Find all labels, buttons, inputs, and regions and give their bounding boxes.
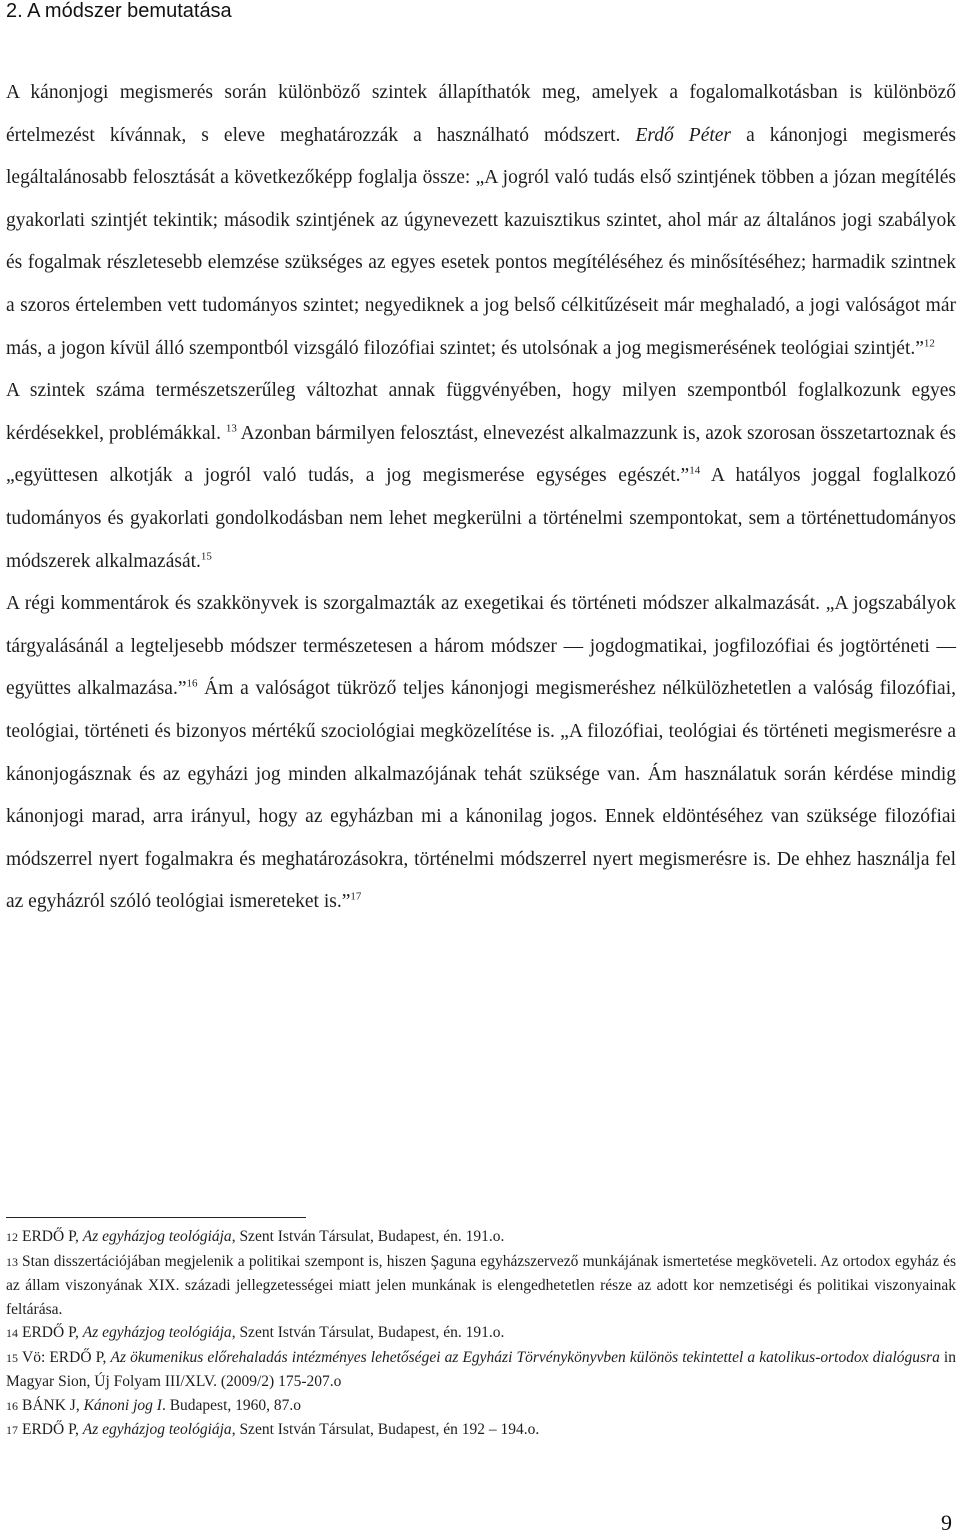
footnote-16: [6, 1394, 956, 1419]
footnote-text: in Magyar Sion, Új Folyam III/XLV. (2009/2) 175-207.o: [6, 1348, 956, 1390]
footnote-text: BÁNK J,: [22, 1396, 84, 1414]
footnote-ref: 15: [200, 550, 212, 563]
footnote-text: , Szent István Társulat, Budapest, én 192 – 194.o.: [231, 1421, 540, 1438]
paragraph-text: Azonban bármilyen felosztást, elnevezést alkalmazzunk is, azok szorosan összetartoznak és „együttesen alkotják a jogról való tudás, a jog megismerése egységes egészét.”: [6, 422, 956, 487]
footnote-text: , Szent István Társulat, Budapest, én. 191.o.: [231, 1324, 505, 1341]
footnote-number: 15: [6, 1350, 18, 1365]
footnote-number: 16: [6, 1398, 18, 1413]
cited-title: Az ökumenikus előrehaladás intézményes lehetőségei az Egyházi Törvénykönyvben különös tekintettel a katolikus-ortodox dialógusra: [110, 1348, 940, 1366]
footnote-ref: 14: [689, 464, 701, 477]
paragraph: [6, 583, 956, 924]
footnote-ref: 12: [923, 337, 935, 350]
footnote-number: 13: [6, 1254, 18, 1269]
footnote-separator: [6, 1217, 306, 1218]
footnote-text: Vö: ERDŐ P,: [22, 1348, 111, 1366]
paragraph-text: A szintek száma természetszerűleg változhat annak függvényében, hogy milyen szempontból foglalkozunk egyes kérdésekkel, problémákkal.: [6, 380, 956, 444]
footnote-text: ERDŐ P,: [22, 1324, 83, 1341]
footnote-text: ERDŐ P,: [22, 1421, 83, 1438]
paragraph-text: A kánonjogi megismerés során különböző szintek állapíthatók meg, amelyek a fogalomalkotásban is különböző értelmezést kívánnak, s eleve meghatározzák a használható módszert.: [6, 82, 956, 146]
footnote-number: 14: [6, 1326, 18, 1340]
paragraph-text: Ám a valóságot tükröző teljes kánonjogi megismeréshez nélkülözhetetlen a valóság filozófiai, teológiai, történeti és bizonyos mértékű szociológiai megközelítése is. „A filozófiai, teológiai és történeti megismerésre a kánonjogásznak és az egyházi jog minden alkalmazójának tehát szüksége van. Ám használatuk során kérdése mindig kánonjogi marad, arra irányul, hogy az egyházban mi a kánonilag jogos. Ennek eldöntéséhez van szüksége filozófiai módszerrel nyert fogalmakra és meghatározásokra, történelmi módszerrel nyert megismerésre is. De ehhez használja fel az egyházról szóló teológiai ismereteket is.”: [6, 678, 956, 913]
cited-title: Az egyházjog teológiája: [82, 1324, 232, 1341]
footnote-13: [6, 1250, 956, 1322]
footnote-ref: 13: [225, 422, 237, 435]
footnote-12: [6, 1225, 956, 1250]
page-number: 9: [941, 1510, 952, 1535]
footnote-14: [6, 1321, 956, 1346]
footnote-text: , Szent István Társulat, Budapest, én. 191.o.: [231, 1228, 505, 1245]
footnote-text: . Budapest, 1960, 87.o: [161, 1396, 302, 1414]
cited-title: Az egyházjog teológiája: [82, 1421, 232, 1438]
footnote-number: 12: [6, 1230, 18, 1244]
paragraph-text: A hatályos joggal foglalkozó tudományos és gyakorlati gondolkodásban nem lehet megkerülni a történelmi szempontokat, sem a történettudományos módszerek alkalmazását.: [6, 465, 956, 572]
footnote-text: Stan disszertációjában megjelenik a politikai szempont is, hiszen Şaguna egyházszervező munkájának ismertetése megköveteli. Az ortodox egyház és az állam viszonyának XIX. századi jellegzetességei miatt jelen munkának is elengedhetetlen része az adott kor nemzetiségi és politikai viszonyainak feltárása.: [6, 1252, 956, 1318]
paragraph-text: A régi kommentárok és szakkönyvek is szorgalmazták az exegetikai és történeti módszer alkalmazását. „A jogszabályok tárgyalásánál a legteljesebb módszer természetesen a három módszer — jogdogmatikai, jogfilozófiai és jogtörténeti — együttes alkalmazása.”: [6, 593, 956, 700]
footnote-text: ERDŐ P,: [22, 1228, 83, 1245]
cited-title: Kánoni jog I: [83, 1396, 162, 1414]
footnote-number: 17: [6, 1423, 18, 1437]
footnote-ref: 16: [186, 677, 198, 690]
paragraph-text: a kánonjogi megismerés legáltalánosabb felosztását a következőképp foglalja össze: „A jogról való tudás első szintjének többen a józan megítélés gyakorlati szintjét tekintik; második szintjének az úgynevezett kazuisztikus szintet, ahol már az általános jogi szabályok és fogalmak részletesebb elemzése szükséges az egyes esetek pontos megítéléséhez és minősítéséhez; harmadik szintnek a szoros értelemben vett tudományos szintet; negyediknek a jog belső célkitűzéseit már meghaladó, a jogi valóságot már más, a jogon kívül álló szempontból vizsgáló filozófiai szintet; és utolsónak a jog megismerésének teológiai szintjét.”: [6, 124, 956, 359]
footnote-17: [6, 1418, 956, 1443]
body-text: [6, 72, 956, 924]
cited-title: Az egyházjog teológiája: [82, 1228, 232, 1245]
section-heading: 2. A módszer bemutatása: [6, 0, 232, 22]
paragraph: [6, 72, 956, 370]
footnotes: [6, 1225, 956, 1443]
footnote-15: [6, 1346, 956, 1394]
author-name: Erdő Péter: [635, 124, 732, 146]
footnote-ref: 17: [350, 890, 362, 903]
paragraph: [6, 370, 956, 583]
